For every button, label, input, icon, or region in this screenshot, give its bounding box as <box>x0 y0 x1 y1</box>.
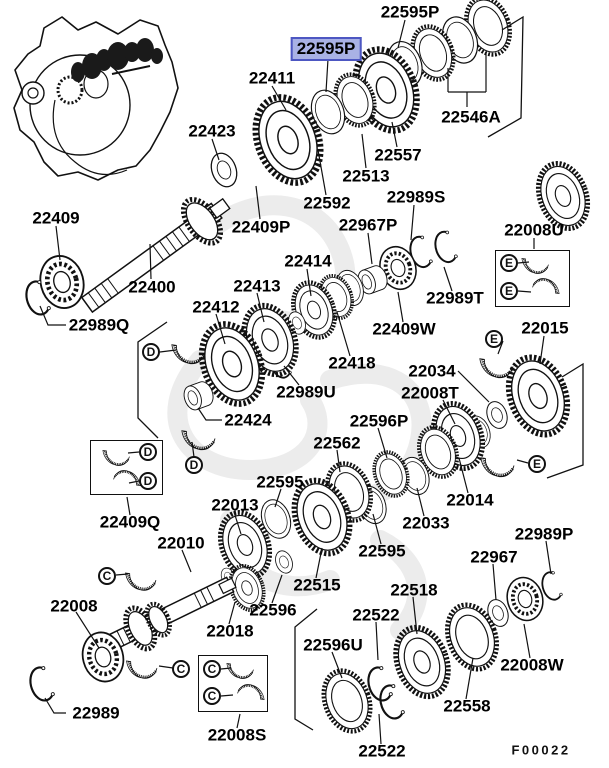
callout-circle-E: E <box>485 330 503 348</box>
part-label-22596[interactable]: 22596 <box>249 600 297 620</box>
part-label-22008T[interactable]: 22008T <box>401 383 459 403</box>
part-label-22008U[interactable]: 22008U <box>504 220 564 240</box>
part-label-22989T[interactable]: 22989T <box>426 288 484 308</box>
part-label-22592[interactable]: 22592 <box>303 193 351 213</box>
part-label-22409[interactable]: 22409 <box>32 208 80 228</box>
part-label-22967[interactable]: 22967 <box>470 547 518 567</box>
part-label-22010[interactable]: 22010 <box>157 533 205 553</box>
part-label-22414[interactable]: 22414 <box>284 251 332 271</box>
part-label-22546A[interactable]: 22546A <box>441 107 501 127</box>
part-label-22013[interactable]: 22013 <box>211 495 259 515</box>
part-label-22595P[interactable]: 22595P <box>380 2 440 22</box>
part-label-22008W[interactable]: 22008W <box>500 655 564 675</box>
part-label-22411[interactable]: 22411 <box>248 68 296 88</box>
part-label-22008S[interactable]: 22008S <box>207 725 267 745</box>
part-label-22409Q[interactable]: 22409Q <box>99 512 161 532</box>
part-label-22412[interactable]: 22412 <box>192 297 240 317</box>
callout-circle-E: E <box>500 254 518 272</box>
callout-circle-C: C <box>172 660 190 678</box>
part-label-22595[interactable]: 22595 <box>256 472 304 492</box>
part-label-22033[interactable]: 22033 <box>402 513 450 533</box>
callout-circle-D: D <box>139 443 157 461</box>
part-label-22557[interactable]: 22557 <box>374 145 422 165</box>
part-label-22034[interactable]: 22034 <box>408 361 456 381</box>
part-label-22596P[interactable]: 22596P <box>349 411 409 431</box>
part-label-22409P[interactable]: 22409P <box>231 217 291 237</box>
callout-circle-E: E <box>500 282 518 300</box>
part-label-22989U[interactable]: 22989U <box>276 382 336 402</box>
part-label-22418[interactable]: 22418 <box>328 353 376 373</box>
part-label-22562[interactable]: 22562 <box>313 433 361 453</box>
part-label-22008[interactable]: 22008 <box>50 596 98 616</box>
part-label-22989Q[interactable]: 22989Q <box>68 315 130 335</box>
part-label-22015[interactable]: 22015 <box>521 318 569 338</box>
part-label-22558[interactable]: 22558 <box>443 696 491 716</box>
callout-circle-E: E <box>528 455 546 473</box>
part-label-22989S[interactable]: 22989S <box>386 187 446 207</box>
highlighted-part-label-22595P[interactable]: 22595P <box>291 37 362 61</box>
figure-code: F00022 <box>511 742 571 758</box>
gearbox-case-thumbnail <box>14 17 178 180</box>
callout-circle-D: D <box>142 343 160 361</box>
part-label-22989[interactable]: 22989 <box>72 703 120 723</box>
part-label-22014[interactable]: 22014 <box>446 490 494 510</box>
part-label-22595[interactable]: 22595 <box>358 541 406 561</box>
part-label-22424[interactable]: 22424 <box>224 410 272 430</box>
part-label-22967P[interactable]: 22967P <box>338 215 398 235</box>
part-label-22522[interactable]: 22522 <box>358 741 406 761</box>
part-label-22515[interactable]: 22515 <box>293 575 341 595</box>
part-label-22989P[interactable]: 22989P <box>514 524 574 544</box>
part-label-22018[interactable]: 22018 <box>206 621 254 641</box>
part-label-22413[interactable]: 22413 <box>233 276 281 296</box>
callout-circle-C: C <box>203 687 221 705</box>
callout-circle-D: D <box>139 472 157 490</box>
callout-circle-D: D <box>185 456 203 474</box>
part-label-22522[interactable]: 22522 <box>352 605 400 625</box>
part-label-22423[interactable]: 22423 <box>188 121 236 141</box>
part-label-22400[interactable]: 22400 <box>128 277 176 297</box>
callout-circle-C: C <box>203 660 221 678</box>
part-label-22409W[interactable]: 22409W <box>372 319 436 339</box>
part-label-22596U[interactable]: 22596U <box>303 635 363 655</box>
callout-circle-C: C <box>98 567 116 585</box>
part-label-22518[interactable]: 22518 <box>390 580 438 600</box>
part-label-22513[interactable]: 22513 <box>342 166 390 186</box>
